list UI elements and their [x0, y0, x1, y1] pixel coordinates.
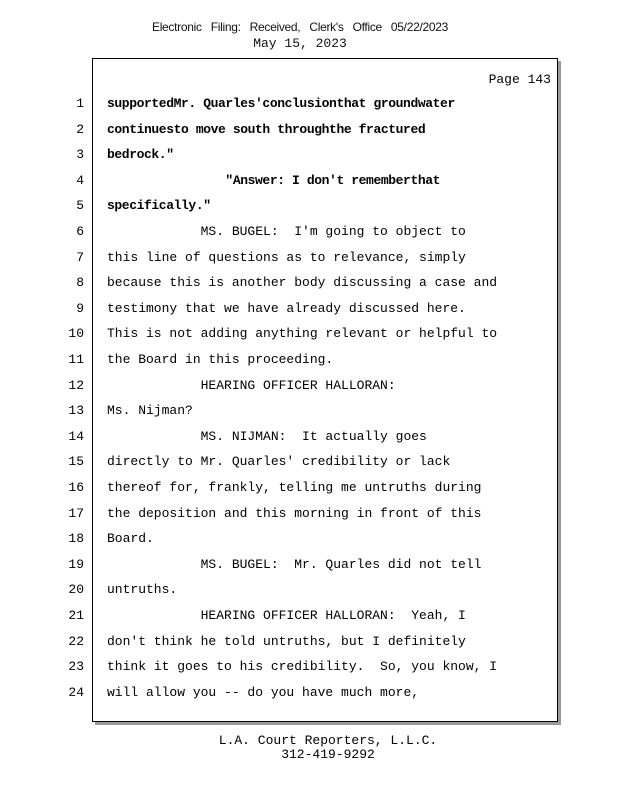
- transcript-line: don't think he told untruths, but I definitely: [107, 634, 466, 649]
- transcript-line: Board.: [107, 531, 154, 546]
- line-number: 13: [68, 403, 84, 418]
- transcript-line: MS. BUGEL: Mr. Quarles did not tell: [107, 557, 482, 572]
- line-number: 20: [68, 582, 84, 597]
- line-number: 5: [76, 198, 84, 213]
- transcript-line: This is not adding anything relevant or helpful to: [107, 326, 498, 341]
- transcript-line: thereof for, frankly, telling me untruths during: [107, 480, 482, 495]
- line-number: 14: [68, 429, 84, 444]
- line-number: 17: [68, 506, 84, 521]
- transcript-line: continuesto move south throughthe fractured: [107, 122, 426, 137]
- page-number: Page 143: [488, 72, 551, 87]
- line-number: 16: [68, 480, 84, 495]
- footer-phone: 312-419-9292: [281, 747, 375, 762]
- transcript-line: the Board in this proceeding.: [107, 352, 334, 367]
- line-number: 23: [68, 659, 84, 674]
- line-number: 15: [68, 454, 84, 469]
- transcript-line: think it goes to his credibility. So, you know, I: [107, 659, 498, 674]
- line-number: 10: [68, 326, 84, 341]
- transcript-line: this line of questions as to relevance, simply: [107, 250, 466, 265]
- line-number: 19: [68, 557, 84, 572]
- line-number: 4: [76, 173, 84, 188]
- line-number: 2: [76, 122, 84, 137]
- transcript-line: HEARING OFFICER HALLORAN: Yeah, I: [107, 608, 466, 623]
- transcript-line: directly to Mr. Quarles' credibility or lack: [107, 454, 451, 469]
- transcript-line: Ms. Nijman?: [107, 403, 193, 418]
- footer-company: L.A. Court Reporters, L.L.C.: [218, 733, 438, 748]
- line-number: 1: [76, 96, 84, 111]
- line-number: 18: [68, 531, 84, 546]
- transcript-line: will allow you -- do you have much more,: [107, 685, 420, 700]
- transcript-line: untruths.: [107, 582, 178, 597]
- transcript-line: bedrock.": [107, 147, 174, 162]
- transcript-line: "Answer: I don't rememberthat: [107, 173, 441, 188]
- line-number: 21: [68, 608, 84, 623]
- line-number: 11: [68, 352, 84, 367]
- filing-stamp: Electronic Filing: Received, Clerk's Office 05/22/2023: [151, 20, 448, 34]
- line-number: 8: [76, 275, 84, 290]
- transcript-date: May 15, 2023: [253, 36, 347, 51]
- line-number: 9: [76, 301, 84, 316]
- line-number: 22: [68, 634, 84, 649]
- line-number: 7: [76, 250, 84, 265]
- line-number: 3: [76, 147, 84, 162]
- transcript-line: MS. NIJMAN: It actually goes: [107, 429, 427, 444]
- transcript-line: supportedMr. Quarles'conclusionthat groundwater: [107, 96, 455, 111]
- transcript-line: because this is another body discussing a case and: [107, 275, 498, 290]
- transcript-line: specifically.": [107, 198, 211, 213]
- line-number: 24: [68, 685, 84, 700]
- line-number: 6: [76, 224, 84, 239]
- transcript-line: the deposition and this morning in front of this: [107, 506, 482, 521]
- line-number: 12: [68, 378, 84, 393]
- transcript-line: MS. BUGEL: I'm going to object to: [107, 224, 466, 239]
- transcript-line: testimony that we have already discussed here.: [107, 301, 466, 316]
- transcript-line: HEARING OFFICER HALLORAN:: [107, 378, 396, 393]
